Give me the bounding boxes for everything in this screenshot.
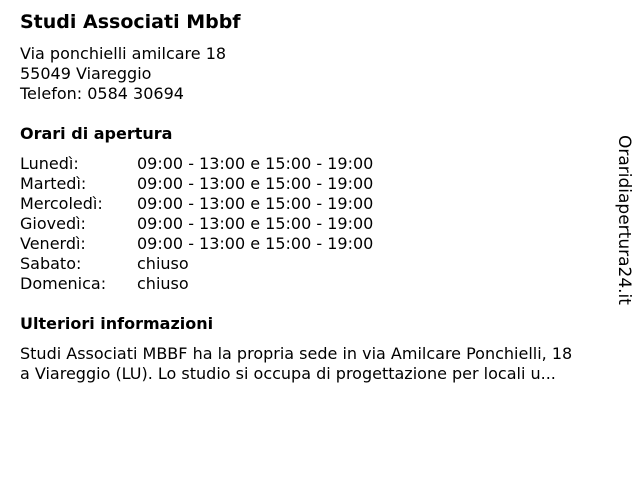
day-label: Martedì:: [20, 174, 87, 193]
additional-info-heading: Ulteriori informazioni: [20, 314, 214, 333]
day-label: Sabato:: [20, 254, 82, 273]
hours-value: 09:00 - 13:00 e 15:00 - 19:00: [137, 154, 374, 173]
watermark-text: Oraridiapertura24.it: [614, 135, 634, 305]
postal-city: 55049 Viareggio: [20, 64, 152, 83]
hours-value: 09:00 - 13:00 e 15:00 - 19:00: [137, 234, 374, 253]
phone-number: Telefon: 0584 30694: [20, 84, 184, 103]
business-name: Studi Associati Mbbf: [20, 11, 241, 33]
address-block: [20, 44, 226, 104]
day-label: Venerdì:: [20, 234, 86, 253]
description-line: Studi Associati MBBF ha la propria sede in via Amilcare Ponchielli, 18: [20, 344, 573, 363]
business-description: [20, 344, 630, 384]
day-label: Mercoledì:: [20, 194, 103, 213]
day-label: Domenica:: [20, 274, 107, 293]
hours-value: 09:00 - 13:00 e 15:00 - 19:00: [137, 214, 374, 233]
day-label: Giovedì:: [20, 214, 86, 233]
hours-value: chiuso: [137, 274, 189, 293]
opening-hours-heading: Orari di apertura: [20, 124, 173, 143]
hours-value: 09:00 - 13:00 e 15:00 - 19:00: [137, 174, 374, 193]
day-label: Lunedì:: [20, 154, 79, 173]
hours-value: 09:00 - 13:00 e 15:00 - 19:00: [137, 194, 374, 213]
hours-value: chiuso: [137, 254, 189, 273]
description-line: a Viareggio (LU). Lo studio si occupa di progettazione per locali u...: [20, 364, 556, 383]
site-watermark: [612, 135, 636, 307]
street-address: Via ponchielli amilcare 18: [20, 44, 227, 63]
